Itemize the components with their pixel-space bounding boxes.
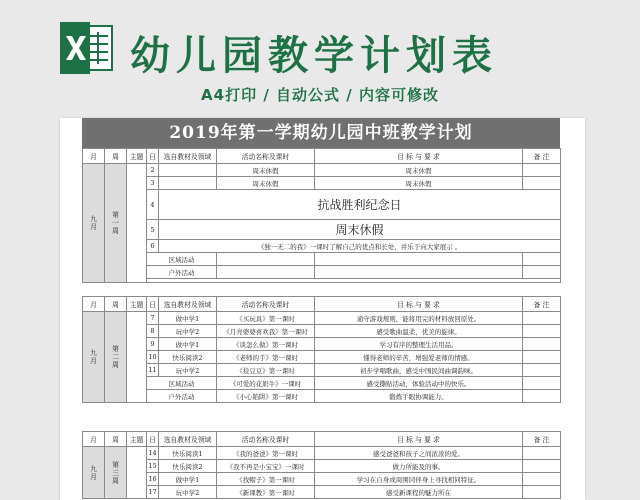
day-cell[interactable]: 17 xyxy=(147,486,159,499)
day-cell[interactable]: 4 xyxy=(147,190,159,220)
col-theme: 主题 xyxy=(127,149,147,164)
col-week: 周 xyxy=(105,149,127,164)
note-cell[interactable] xyxy=(523,177,561,190)
table-row[interactable] xyxy=(83,364,561,377)
subject-cell[interactable]: 快乐阅读1 xyxy=(159,447,217,460)
table-row[interactable] xyxy=(83,177,561,190)
day-cell[interactable]: 3 xyxy=(147,177,159,190)
note-cell[interactable] xyxy=(523,460,561,473)
col-note: 备 注 xyxy=(523,149,561,164)
goal-cell[interactable] xyxy=(315,266,523,279)
table-header-row xyxy=(83,149,561,164)
col-week: 周 xyxy=(105,432,127,447)
table-row[interactable] xyxy=(83,279,561,283)
note-cell[interactable] xyxy=(523,486,561,499)
week-cell[interactable]: 第二周 xyxy=(105,312,127,403)
col-subject: 选自教材及领域 xyxy=(159,149,217,164)
subject-cell[interactable]: 玩中学2 xyxy=(159,364,217,377)
subject-cell[interactable]: 做中学1 xyxy=(159,338,217,351)
month-cell[interactable]: 九月 xyxy=(83,164,105,283)
table-row[interactable] xyxy=(83,253,561,266)
col-activity: 活动名称及课时 xyxy=(217,149,315,164)
holiday-cell[interactable]: 抗战胜利纪念日 xyxy=(159,190,561,220)
week-cell[interactable]: 第一周 xyxy=(105,164,127,283)
table-row[interactable] xyxy=(83,486,561,499)
subject-cell[interactable]: 做中学1 xyxy=(159,312,217,325)
col-day: 日 xyxy=(147,432,159,447)
day-cell[interactable]: 9 xyxy=(147,338,159,351)
activity-cell[interactable]: 《可爱的花奶牛》一课时 xyxy=(217,377,315,390)
activity-note-cell[interactable]: 《独一无二的我》一课时了解自己的优点和长处，并乐于向大家展示 。 xyxy=(159,240,561,253)
table-row[interactable] xyxy=(83,266,561,279)
activity-cell[interactable]: 《捡豆豆》第一课时 xyxy=(217,364,315,377)
note-cell[interactable] xyxy=(523,266,561,279)
activity-cell[interactable]: 《我的爸爸》第一课时 xyxy=(217,447,315,460)
goal-cell[interactable]: 锻炼手眼协调能力。 xyxy=(315,390,523,403)
day-cell[interactable]: 2 xyxy=(147,164,159,177)
col-goal: 目 标 与 要 求 xyxy=(315,149,523,164)
note-cell[interactable] xyxy=(523,253,561,266)
day-cell[interactable]: 10 xyxy=(147,351,159,364)
day-cell[interactable]: 15 xyxy=(147,460,159,473)
note-cell[interactable] xyxy=(523,351,561,364)
area-cell[interactable]: 区域活动 xyxy=(147,377,217,390)
goal-cell[interactable]: 感受撕贴活动，体验活动中的快乐。 xyxy=(315,377,523,390)
sheet-banner: 2019年第一学期幼儿园中班教学计划 xyxy=(82,118,560,148)
area-cell[interactable]: 区域活动 xyxy=(147,253,217,266)
table-row[interactable] xyxy=(83,460,561,473)
col-month: 月 xyxy=(83,149,105,164)
note-cell[interactable] xyxy=(523,390,561,403)
day-cell[interactable]: 8 xyxy=(147,325,159,338)
table-row[interactable] xyxy=(83,390,561,403)
goal-cell[interactable]: 感受爸爸和孩子之间浓浓的爱。 xyxy=(315,447,523,460)
activity-cell[interactable]: 周末休假 xyxy=(217,177,315,190)
col-goal: 目 标 与 要 求 xyxy=(315,297,523,312)
col-note: 备 注 xyxy=(523,432,561,447)
col-subject: 选自教材及领域 xyxy=(159,297,217,312)
note-cell[interactable] xyxy=(523,377,561,390)
note-cell[interactable] xyxy=(523,338,561,351)
spacer-cell xyxy=(147,279,561,283)
table-row[interactable] xyxy=(83,338,561,351)
table-row[interactable] xyxy=(83,190,561,220)
note-cell[interactable] xyxy=(523,447,561,460)
table-row[interactable] xyxy=(83,447,561,460)
activity-cell[interactable] xyxy=(217,266,315,279)
table-header-row xyxy=(83,297,561,312)
table-row[interactable] xyxy=(83,220,561,240)
goal-cell[interactable]: 通守游戏规则，能将用完的材料放回原处。 xyxy=(315,312,523,325)
page-subtitle: A4打印 / 自动公式 / 内容可修改 xyxy=(201,86,439,104)
day-cell[interactable]: 11 xyxy=(147,364,159,377)
theme-cell[interactable] xyxy=(127,164,147,283)
col-activity: 活动名称及课时 xyxy=(217,297,315,312)
note-cell[interactable] xyxy=(523,164,561,177)
subject-cell[interactable]: 快乐阅读2 xyxy=(159,460,217,473)
col-subject: 选自教材及领域 xyxy=(159,432,217,447)
col-theme: 主题 xyxy=(127,297,147,312)
activity-cell[interactable]: 《找帽子》第一课时 xyxy=(217,473,315,486)
goal-cell[interactable]: 初步学唱歌曲，感受中国民间曲调韵味。 xyxy=(315,364,523,377)
activity-cell[interactable] xyxy=(217,253,315,266)
subject-cell[interactable]: 做中学1 xyxy=(159,473,217,486)
goal-cell[interactable]: 周末休假 xyxy=(315,164,523,177)
subject-cell[interactable]: 快乐阅读2 xyxy=(159,351,217,364)
week-cell[interactable]: 第三周 xyxy=(105,447,127,499)
plan-table-week2 xyxy=(82,296,561,403)
col-day: 日 xyxy=(147,297,159,312)
col-month: 月 xyxy=(83,432,105,447)
goal-cell[interactable]: 做力所能及的事。 xyxy=(315,460,523,473)
weekend-cell[interactable]: 周末休假 xyxy=(159,220,561,240)
day-cell[interactable]: 7 xyxy=(147,312,159,325)
spreadsheet xyxy=(60,118,585,500)
page-title: 幼儿园教学计划表 xyxy=(130,33,498,79)
table-row[interactable] xyxy=(83,164,561,177)
goal-cell[interactable]: 周末休假 xyxy=(315,177,523,190)
subject-cell[interactable]: 玩中学2 xyxy=(159,486,217,499)
activity-cell[interactable]: 《谈怎么做》第一课时 xyxy=(217,338,315,351)
table-row[interactable] xyxy=(83,325,561,338)
activity-cell[interactable]: 周末休假 xyxy=(217,164,315,177)
goal-cell[interactable]: 懂得老师的辛苦，增强爱老师的情感。 xyxy=(315,351,523,364)
table-row[interactable] xyxy=(83,312,561,325)
table-row[interactable] xyxy=(83,377,561,390)
day-cell[interactable]: 16 xyxy=(147,473,159,486)
plan-table-week1 xyxy=(82,148,561,283)
col-day: 日 xyxy=(147,149,159,164)
note-cell[interactable] xyxy=(523,325,561,338)
goal-cell[interactable]: 感受歌曲温柔，优美的旋律。 xyxy=(315,325,523,338)
note-cell[interactable] xyxy=(523,364,561,377)
col-goal: 目 标 与 要 求 xyxy=(315,432,523,447)
month-cell[interactable]: 九月 xyxy=(83,447,105,499)
month-cell[interactable]: 九月 xyxy=(83,312,105,403)
activity-cell[interactable]: 《老师的手》第一课时 xyxy=(217,351,315,364)
col-activity: 活动名称及课时 xyxy=(217,432,315,447)
goal-cell[interactable] xyxy=(315,253,523,266)
table-row[interactable] xyxy=(83,473,561,486)
activity-cell[interactable]: 《小心陷阱》第一课时 xyxy=(217,390,315,403)
subject-cell[interactable] xyxy=(159,164,217,177)
header xyxy=(0,0,640,115)
activity-cell[interactable]: 《月亮婆婆喜欢我》第一课时 xyxy=(217,325,315,338)
subject-cell[interactable] xyxy=(159,177,217,190)
subject-cell[interactable]: 玩中学2 xyxy=(159,325,217,338)
outdoor-cell[interactable]: 户外活动 xyxy=(147,390,217,403)
goal-cell[interactable]: 学习在自身或周围同伴身上寻找相同特征。 xyxy=(315,473,523,486)
col-theme: 主题 xyxy=(127,432,147,447)
theme-cell[interactable] xyxy=(127,447,147,499)
col-note: 备 注 xyxy=(523,297,561,312)
goal-cell[interactable]: 学习有序的整理生活用品。 xyxy=(315,338,523,351)
table-header-row xyxy=(83,432,561,447)
day-cell[interactable]: 14 xyxy=(147,447,159,460)
goal-cell[interactable]: 感受新课程的魅力所在 xyxy=(315,486,523,499)
table-row[interactable] xyxy=(83,240,561,253)
plan-table-week3 xyxy=(82,431,561,499)
note-cell[interactable] xyxy=(523,473,561,486)
excel-icon xyxy=(58,22,114,74)
note-cell[interactable] xyxy=(523,312,561,325)
activity-cell[interactable]: 《新课教》第一课时 xyxy=(217,486,315,499)
day-cell[interactable]: 6 xyxy=(147,240,159,253)
col-month: 月 xyxy=(83,297,105,312)
activity-cell[interactable]: 《我不再是小宝宝》一课时 xyxy=(217,460,315,473)
outdoor-cell[interactable]: 户外活动 xyxy=(147,266,217,279)
theme-cell[interactable] xyxy=(127,312,147,403)
col-week: 周 xyxy=(105,297,127,312)
day-cell[interactable]: 5 xyxy=(147,220,159,240)
table-row[interactable] xyxy=(83,351,561,364)
activity-cell[interactable]: 《买玩具》第一课时 xyxy=(217,312,315,325)
